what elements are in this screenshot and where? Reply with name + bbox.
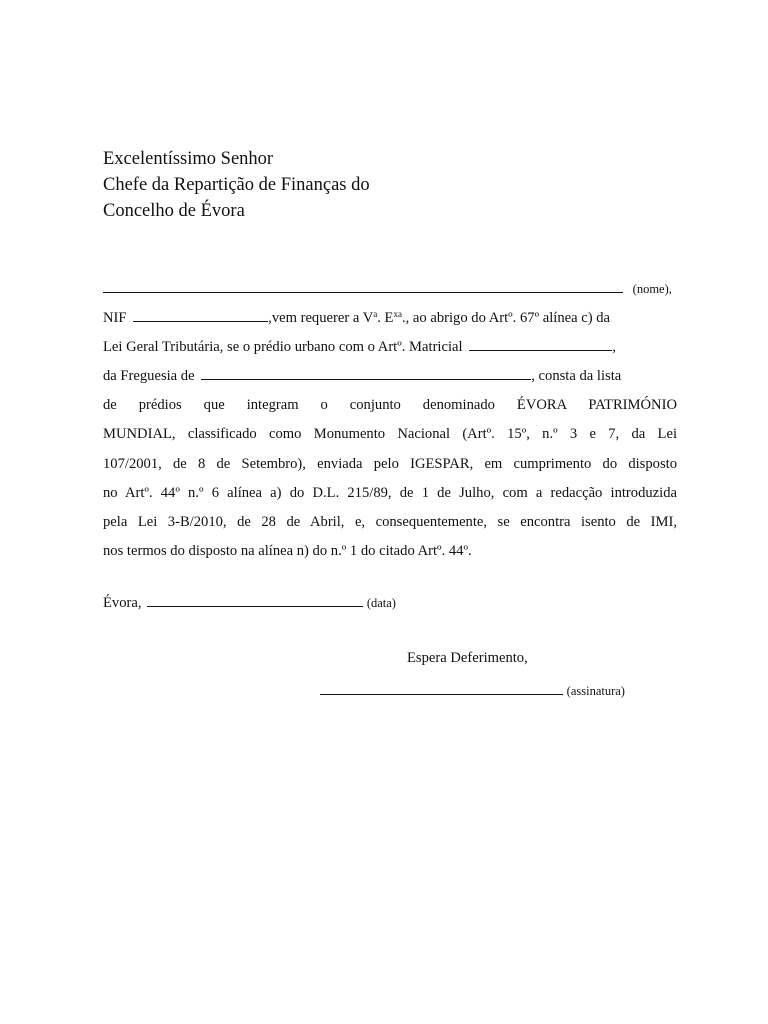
sup-xa: xa <box>393 309 402 320</box>
body-line-5: de prédios que integram o conjunto denominado ÉVORA PATRIMÓNIO <box>103 397 677 414</box>
signature-blank[interactable] <box>320 680 563 695</box>
body-line-4 <box>103 362 677 391</box>
e-text: . E <box>377 310 394 327</box>
line3-text: Lei Geral Tributária, se o prédio urbano com o Artº. Matricial <box>103 339 463 356</box>
closing-text: Espera Deferimento, <box>407 650 528 666</box>
request-body <box>103 275 677 566</box>
body-line-6: MUNDIAL, classificado como Monumento Nacional (Artº. 15º, n.º 3 e 7, da Lei <box>103 426 677 443</box>
name-label: (nome), <box>632 282 672 296</box>
date-blank[interactable] <box>147 592 363 607</box>
signature-line <box>320 680 625 700</box>
line3-end: , <box>612 339 616 356</box>
freguesia-blank[interactable] <box>201 365 531 380</box>
freguesia-label: da Freguesia de <box>103 368 195 385</box>
date-line <box>103 592 396 612</box>
name-blank[interactable] <box>103 278 623 293</box>
addressee-line-1: Excelentíssimo Senhor <box>103 149 274 169</box>
body-line-9: pela Lei 3-B/2010, de 28 de Abril, e, consequentemente, se encontra isento de IMI, <box>103 513 677 530</box>
body-line-3 <box>103 333 677 362</box>
body-line-7: 107/2001, de 8 de Setembro), enviada pelo IGESPAR, em cumprimento do disposto <box>103 455 677 472</box>
addressee-block <box>103 146 370 224</box>
body-line-nif <box>103 304 677 333</box>
date-label: (data) <box>366 596 396 610</box>
nif-blank[interactable] <box>133 307 268 322</box>
body-line-name <box>103 275 677 304</box>
body-line-10: nos termos do disposto na alínea n) do n.º 1 do citado Artº. 44º. <box>103 542 472 559</box>
vem-requerer-text: ,vem requerer a V <box>268 310 374 327</box>
abrigo-text: ., ao abrigo do Artº. 67º alínea c) da <box>401 310 610 327</box>
signature-label: (assinatura) <box>566 684 625 698</box>
consta-text: , consta da lista <box>531 368 622 385</box>
body-line-8: no Artº. 44º n.º 6 alínea a) do D.L. 215/89, de 1 de Julho, com a redacção introduzida <box>103 484 677 501</box>
matricial-blank[interactable] <box>469 336 612 351</box>
addressee-line-3: Concelho de Évora <box>103 201 245 221</box>
place-label: Évora, <box>103 595 142 611</box>
addressee-line-2: Chefe da Repartição de Finanças do <box>103 175 370 195</box>
sup-a: a <box>373 309 378 320</box>
nif-label: NIF <box>103 310 127 327</box>
